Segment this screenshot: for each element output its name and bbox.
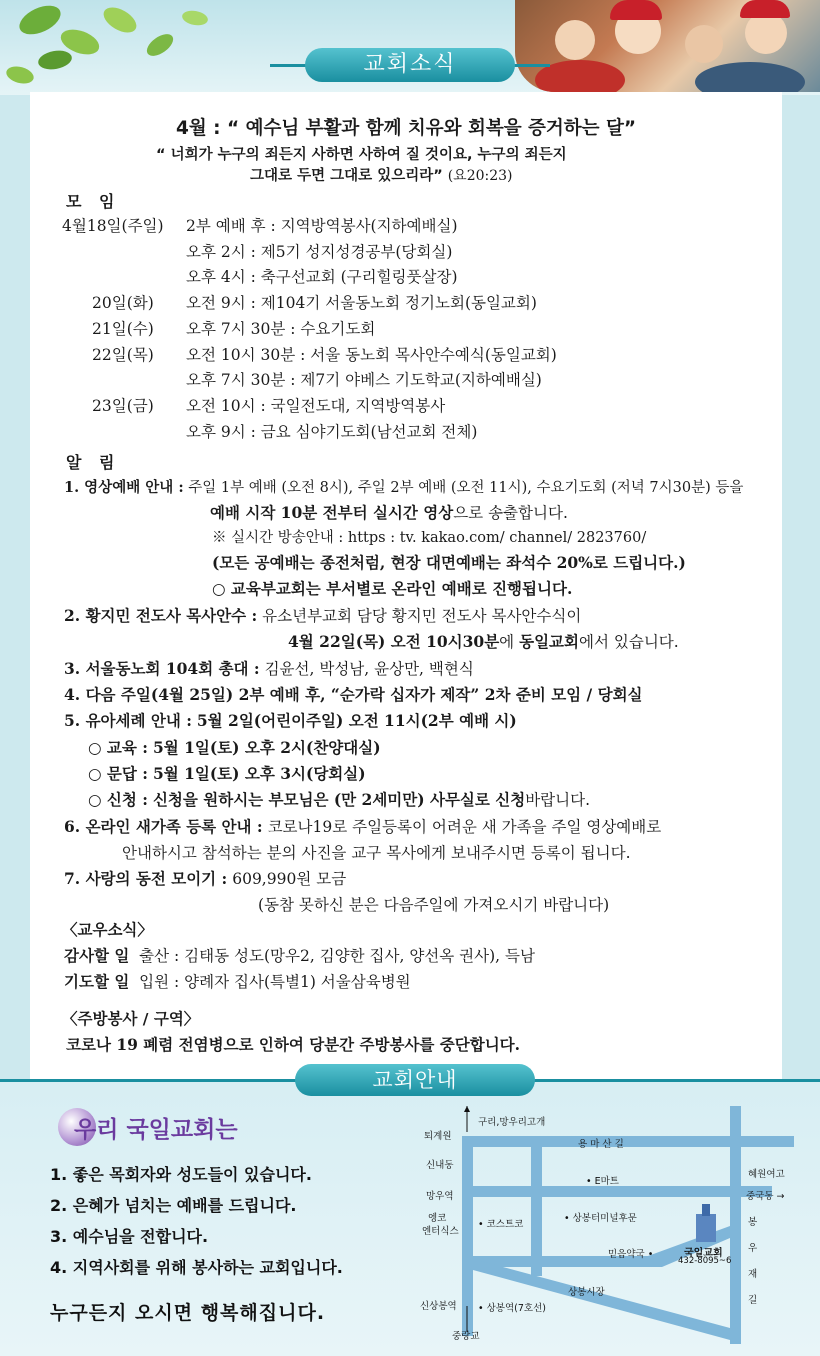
notice-5-apply: ○ 신청 : 신청을 원하시는 부모님은 (만 2세미만) 사무실로 신청바랍니다. <box>88 790 591 809</box>
notice-2-line-2: 4월 22일(목) 오전 10시30분에 동일교회에서 있습니다. <box>288 632 679 651</box>
guide-title: 교회안내 <box>295 1064 535 1096</box>
meeting-item: 오후 7시 30분 : 제7기 야베스 기도학교(지하예배실) <box>186 371 542 389</box>
choir-photo <box>515 0 820 92</box>
map-label: 우 <box>748 1243 758 1254</box>
map-label: 중국동 → <box>746 1191 785 1202</box>
map-label: 길 <box>748 1295 758 1306</box>
prayer-item: 기도할 일 입원 : 양례자 집사(특별1) 서울삼육병원 <box>64 973 411 991</box>
map-label: 신내동 <box>426 1160 454 1171</box>
meeting-date: 20일(화) <box>92 294 154 312</box>
meeting-item: 오후 7시 30분 : 수요기도회 <box>186 320 376 338</box>
map-label: 믿음약국 • <box>608 1249 654 1260</box>
map-label: 구리,망우리고개 <box>478 1117 546 1128</box>
month-theme: 4월 : “ 예수님 부활과 함께 치유와 회복을 증거하는 달” <box>176 118 636 139</box>
notice-7: 7. 사랑의 동전 모이기 : 609,990원 모금 <box>64 869 347 888</box>
meeting-date: 22일(목) <box>92 346 154 364</box>
notices-heading: 알 림 <box>66 453 121 472</box>
meeting-item: 2부 예배 후 : 지역방역봉사(지하예배실) <box>186 217 458 235</box>
kitchen-heading: 〈주방봉사 / 구역〉 <box>62 1010 200 1028</box>
meetings-heading: 모 임 <box>66 192 121 211</box>
notice-1: 1. 영상예배 안내 : 주일 1부 예배 (오전 8시), 주일 2부 예배 (오전 11시), 수요기도회 (저녁 7시30분) 등을 <box>64 479 744 496</box>
location-map <box>418 1106 808 1346</box>
kitchen-notice: 코로나 19 폐렴 전염병으로 인하여 당분간 주방봉사를 중단합니다. <box>66 1035 521 1054</box>
church-phone: 432-8095~6 <box>678 1256 732 1266</box>
intro-label: 우리 국일교회는 <box>74 1117 238 1143</box>
church-label: 국일교회 <box>684 1248 723 1259</box>
verse-reference: (요20:23) <box>447 168 513 184</box>
page-title: 교회소식 <box>305 48 515 82</box>
slogan: 누구든지 오시면 행복해집니다. <box>50 1302 326 1324</box>
notice-1-line-5: ○ 교육부교회는 부서별로 온라인 예배로 진행됩니다. <box>212 579 573 598</box>
notice-2: 2. 황지민 전도사 목사안수 : 유소년부교회 담당 황지민 전도사 목사안수식이 <box>64 606 582 625</box>
verse-line-2: 그대로 두면 그대로 있으리라” (요20:23) <box>250 168 513 184</box>
notice-5-interview: ○ 문답 : 5월 1일(토) 오후 3시(당회실) <box>88 764 366 783</box>
notice-3: 3. 서울동노회 104회 총대 : 김윤선, 박성남, 윤상만, 백현식 <box>64 659 474 678</box>
map-label: 엥코 <box>428 1213 447 1224</box>
notice-1-line-4: (모든 공예배는 종전처럼, 현장 대면예배는 좌석수 20%로 드립니다.) <box>212 553 686 572</box>
guide-item: 4. 지역사회를 위해 봉사하는 교회입니다. <box>50 1258 343 1277</box>
notice-1-stream-url: ※ 실시간 방송안내 : https : tv. kakao.com/ channel/ 2823760/ <box>212 530 647 546</box>
map-label: 신상봉역 <box>420 1301 457 1312</box>
meeting-item: 오후 2시 : 제5기 성지성경공부(당회실) <box>186 243 453 261</box>
notice-4: 4. 다음 주일(4월 25일) 2부 예배 후, “순가락 십자가 제작” 2차 준비 모임 / 당회실 <box>64 685 643 704</box>
map-label: • 상봉터미널후문 <box>564 1213 637 1224</box>
map-label: 용 마 산 길 <box>578 1139 624 1150</box>
notice-6-line-2: 안내하시고 참석하는 분의 사진을 교구 목사에게 보내주시면 등록이 됩니다. <box>122 844 631 862</box>
thanks-item: 감사할 일 출산 : 김태동 성도(망우2, 김양한 집사, 양선옥 권사), 득남 <box>64 947 535 965</box>
map-label: • E마트 <box>586 1176 619 1187</box>
meeting-item: 오전 10시 30분 : 서울 동노회 목사안수예식(동일교회) <box>186 346 557 364</box>
meeting-item: 오전 10시 : 국일전도대, 지역방역봉사 <box>186 397 446 415</box>
verse-line-1: “ 너희가 누구의 죄든지 사하면 사하여 질 것이요, 누구의 죄든지 <box>156 147 567 163</box>
meeting-date: 4월18일(주일) <box>62 217 164 235</box>
map-label: 망우역 <box>426 1191 454 1202</box>
meeting-item: 오후 4시 : 축구선교회 (구리힐링풋살장) <box>186 268 458 286</box>
notice-5-education: ○ 교육 : 5월 1일(토) 오후 2시(찬양대실) <box>88 738 381 757</box>
notice-7-line-2: (동참 못하신 분은 다음주일에 가져오시기 바랍니다) <box>258 896 610 914</box>
map-label: 봉 <box>748 1217 758 1228</box>
map-label: • 상봉역(7호선) <box>478 1303 546 1314</box>
meeting-date: 23일(금) <box>92 397 154 415</box>
meeting-date: 21일(수) <box>92 320 154 338</box>
left-border <box>0 95 30 1080</box>
guide-item: 2. 은혜가 넘치는 예배를 드립니다. <box>50 1196 297 1215</box>
map-label: 혜원여고 <box>748 1169 785 1180</box>
guide-item: 3. 예수님을 전합니다. <box>50 1227 209 1246</box>
map-label: • 코스트코 <box>478 1219 524 1230</box>
notice-6: 6. 온라인 새가족 등록 안내 : 코로나19로 주일등록이 어려운 새 가족을 주일 영상예배로 <box>64 817 662 836</box>
meeting-item: 오후 9시 : 금요 심야기도회(남선교회 전체) <box>186 423 478 441</box>
map-label: 퇴계원 <box>424 1131 452 1142</box>
notice-5: 5. 유아세례 안내 : 5월 2일(어린이주일) 오전 11시(2부 예배 시) <box>64 711 517 730</box>
leaf-decoration <box>0 0 230 100</box>
right-border <box>782 95 820 1080</box>
meeting-item: 오전 9시 : 제104기 서울동노회 정기노회(동일교회) <box>186 294 537 312</box>
map-label: 상봉시장 <box>568 1287 605 1298</box>
intro-badge <box>58 1106 278 1146</box>
map-label: 엔터식스 <box>422 1226 459 1237</box>
guide-item: 1. 좋은 목회자와 성도들이 있습니다. <box>50 1165 312 1184</box>
map-label: 재 <box>748 1269 758 1280</box>
notice-1-line-2: 예배 시작 10분 전부터 실시간 영상으로 송출합니다. <box>210 503 568 522</box>
members-heading: 〈교우소식〉 <box>62 921 153 939</box>
map-label: 중랑교 <box>452 1331 480 1342</box>
